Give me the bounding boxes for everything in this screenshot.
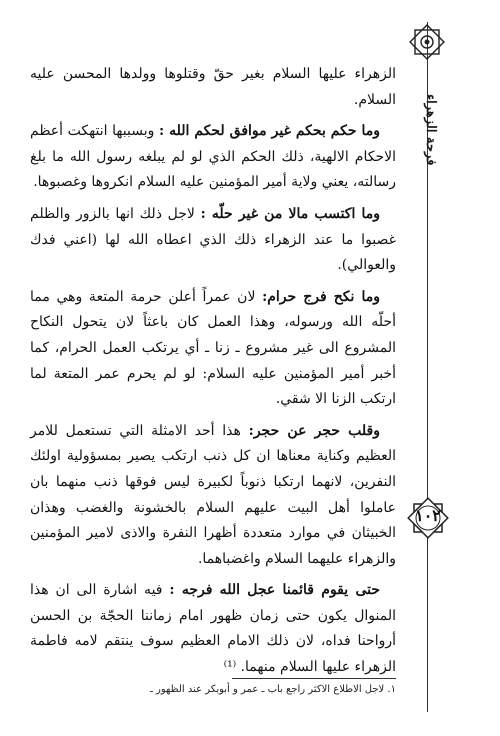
running-title: فرحة الزهراء [423,94,438,166]
paragraph-lead: وما حكم بحكم غير موافق لحكم الله : [158,123,380,140]
paragraph-text: هذا أحد الامثلة التي تستعمل للامر العظيم وكناية معناها ان كل ذنب ارتكب يصير بمسؤولية اولئك النفرين، لانهما ارتكبا ذنوباً لكبيرة ليس فوقها ذنب منهما بان عاملوا أهل البيت عليهم السلام بالخشونة والغضب وهذان الخبيثان في موارد متعددة أظهرا النفرة والاذى لامير المؤمنين والزهراء عليهما السلام واغضباهما. [30,422,396,567]
body-text [30,62,396,687]
paragraph-lead: وما اكتسب مالا من غير حلّه : [200,205,380,222]
paragraph [30,578,396,680]
paragraph-text: وبسببها انتهكت أعظم الاحكام الالهية، ذلك الحكم الذي لو لم يبلغه رسول الله ما بلغ رسالته، يعني ولاية أمير المؤمنين عليه السلام انكروها وغصبوها. [30,123,396,191]
paragraph-text: فيه اشارة الى ان هذا المنوال يكون حتى زمان ظهور امام زماننا الحجّة بن الحسن أرواحنا فداه، لان ذلك الامام العظيم سوف ينتقم لامه فاطمة الزهراء عليها السلام منهما. ⁽¹⁾ [30,582,396,676]
page-number: ١٠٢ [415,506,441,525]
paragraph-text: الزهراء عليها السلام بغير حقّ وقتلوها وولدها المحسن عليه السلام. [30,66,396,108]
paragraph [30,62,396,113]
paragraph-text: لاجل ذلك انها بالزور والظلم غصبوا ما عند الزهراء ذلك الذي اعطاه الله لها (اعني فدك والعوالي). [30,205,396,274]
footnote: ١. لاجل الاطلاع الاكثر راجع باب ـ عمر و أبوبكر عند الظهور ـ [149,684,396,695]
footnote-divider [232,678,396,679]
ornament-star-icon [405,20,449,64]
paragraph-lead: وقلب حجر عن حجر: [248,422,380,439]
paragraph-lead: وما نكح فرج حرام: [262,288,380,305]
paragraph-lead: حتى يقوم قائمنا عجل الله فرجه : [169,582,380,599]
paragraph-text: لان عمراً أعلن حرمة المتعة وهي مما أحلّه الله ورسوله، وهذا العمل كان باعثاً لان يتحول النكاح المشروع الى غير مشروع ـ زنا ـ أي يرتكب العمل الحرام، كما أخبر أمير المؤمنين عليه السلام: لو لم يحرم عمر المتعة لما ارتكب الزنا الا شقي. [30,288,396,408]
paragraph [30,285,396,413]
paragraph [30,119,396,196]
paragraph [30,419,396,573]
paragraph [30,202,396,279]
